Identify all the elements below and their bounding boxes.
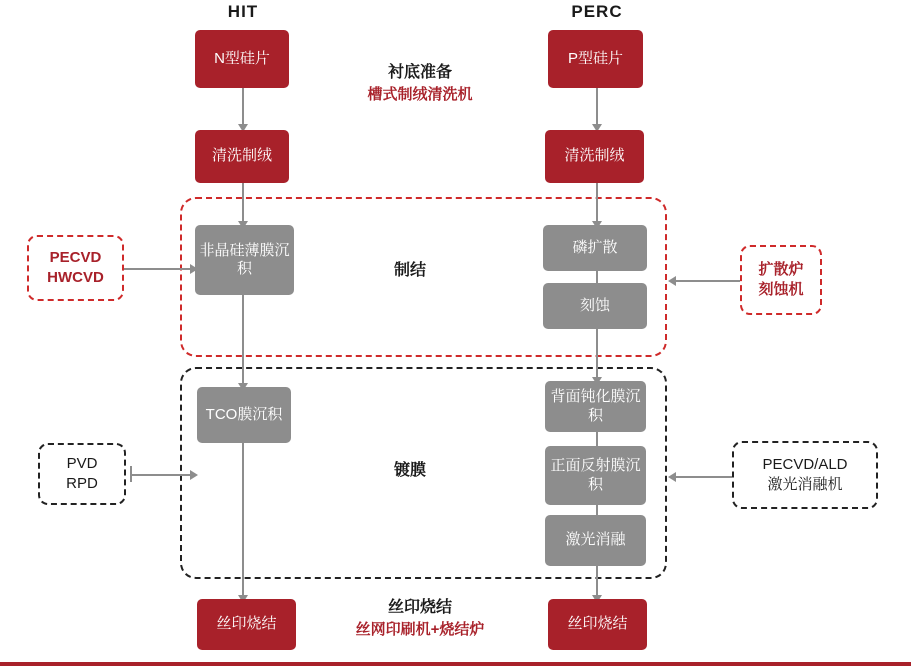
connector-hit-4 (242, 443, 244, 599)
node-perc-clean[interactable]: 清洗制绒 (545, 130, 644, 183)
callout-right-coating-line-2: 激光消融机 (767, 476, 843, 493)
node-perc-back-passivation[interactable]: 背面钝化膜沉积 (545, 381, 646, 432)
bottom-accent-rule (0, 662, 911, 666)
connector-perc-4 (596, 329, 598, 381)
node-perc-diffusion[interactable]: 磷扩散 (543, 225, 647, 271)
node-perc-wafer[interactable]: P型硅片 (548, 30, 643, 88)
connector-perc-3 (596, 271, 598, 283)
callout-left-coating-line-2: RPD (66, 475, 98, 492)
connector-perc-6 (596, 505, 598, 515)
callout-left-junction-line-1: PECVD (49, 248, 102, 266)
node-hit-tco[interactable]: TCO膜沉积 (197, 387, 291, 443)
callout-left-coating[interactable] (38, 443, 126, 505)
node-perc-laser[interactable]: 激光消融 (545, 515, 646, 566)
callout-right-junction[interactable] (740, 245, 822, 315)
connector-left-junction (124, 268, 196, 270)
stage-label-coating (340, 460, 480, 482)
connector-perc-5 (596, 432, 598, 446)
callout-right-junction-line-1: 扩散炉 (758, 260, 804, 278)
connector-hit-2 (242, 183, 244, 225)
arrowhead-left-coating (190, 470, 198, 480)
connector-right-coating (670, 476, 732, 478)
stage-label-metallization (310, 597, 530, 640)
stage-title-substrate: 衬底准备 (387, 64, 452, 81)
column-header-hit: HIT (227, 2, 259, 21)
node-perc-front-reflection[interactable]: 正面反射膜沉积 (545, 446, 646, 505)
callout-right-coating-line-1: PECVD/ALD (762, 455, 848, 473)
arrowhead-right-junction (668, 276, 676, 286)
stage-subtitle-substrate: 槽式制绒清洗机 (367, 86, 473, 104)
stage-subtitle-metallization: 丝网印刷机+烧结炉 (355, 621, 485, 639)
connector-hit-3 (242, 295, 244, 387)
stage-title-coating: 镀膜 (393, 462, 426, 479)
node-hit-wafer[interactable]: N型硅片 (195, 30, 289, 88)
column-header-perc: PERC (571, 2, 623, 21)
callout-right-coating[interactable] (732, 441, 878, 509)
callout-left-coating-line-1: PVD (66, 454, 98, 472)
callout-left-junction[interactable] (27, 235, 124, 301)
node-perc-etch[interactable]: 刻蚀 (543, 283, 647, 329)
connector-right-junction (670, 280, 740, 282)
node-hit-amorphous[interactable]: 非晶硅薄膜沉积 (195, 225, 294, 295)
connector-perc-2 (596, 183, 598, 225)
stage-label-substrate (320, 62, 520, 105)
stage-label-junction (340, 260, 480, 282)
node-perc-print[interactable]: 丝印烧结 (548, 599, 647, 650)
connector-hit-1 (242, 88, 244, 126)
connector-left-coating (130, 474, 196, 476)
callout-right-junction-line-2: 刻蚀机 (758, 281, 804, 298)
callout-left-junction-line-2: HWCVD (47, 269, 104, 286)
connector-left-coating-cap (130, 466, 132, 482)
arrowhead-right-coating (668, 472, 676, 482)
connector-perc-1 (596, 88, 598, 126)
stage-title-metallization: 丝印烧结 (387, 599, 452, 616)
stage-title-junction: 制结 (393, 262, 426, 279)
node-hit-clean[interactable]: 清洗制绒 (195, 130, 289, 183)
node-hit-print[interactable]: 丝印烧结 (197, 599, 296, 650)
